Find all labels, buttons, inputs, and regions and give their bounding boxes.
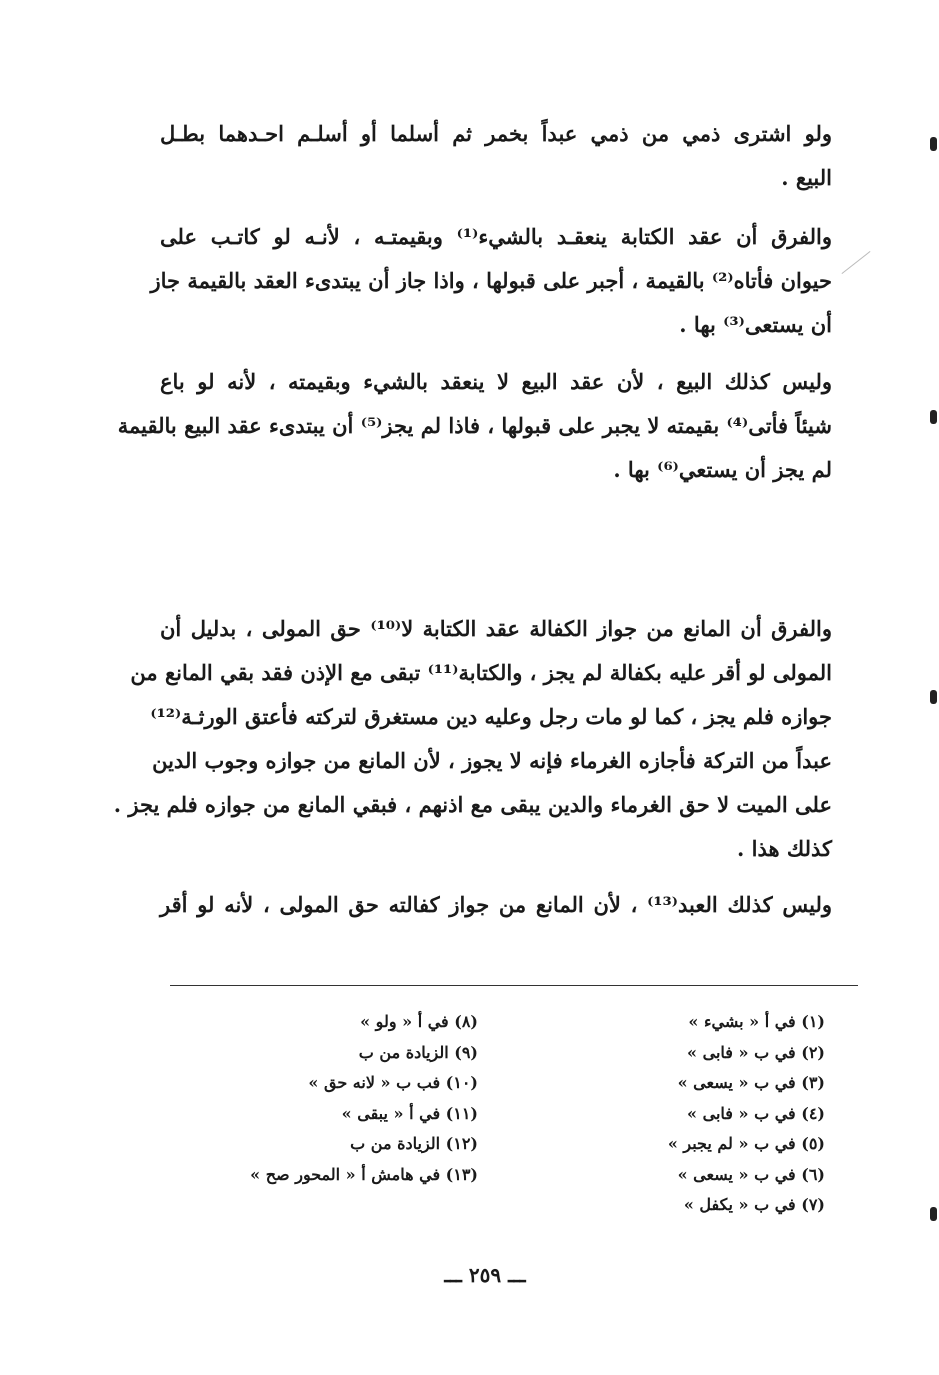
text-line: وليس كذلك العبد⁽¹³⁾ ، لأن المانع من جواز كفالته حق المولى ، لأنه لو أقر [160,892,832,917]
text-line: حيوان فأتاه⁽²⁾ بالقيمة ، أجبر على قبولها ، واذا جاز أن يبتدىء العقد بالقيمة جاز [150,268,832,293]
footnote: (١١) في أ « يبقى » [341,1103,478,1123]
rule-line [230,550,780,594]
footnote: (٧) في ب « يكفل » [683,1195,825,1214]
text-line: المولى لو أقر عليه بكفالة لم يجز ، والكتابة⁽¹¹⁾ تبقى مع الإذن فقد بقي المانع من [130,660,832,685]
text-line: شيئاً فأتى⁽⁴⁾ بقيمته لا يجبر على قبولها ، فاذا لم يجز⁽⁵⁾ أن يبتدىء عقد البيع بالقيمة [117,413,832,438]
paragraph-5 [160,883,832,927]
text-line: والفرق أن عقد الكتابة ينعقـد بالشيء⁽¹⁾ وبقيمتـه ، لأنـه لو كاتـب على [160,224,832,249]
footnote-separator [170,985,858,986]
text-line: وليس كذلك البيع ، لأن عقد البيع لا ينعقد بالشيء وبقيمته ، لأنه لو باع [160,369,832,394]
text-line: والفرق أن المانع من جواز الكفالة عقد الكتابة لا⁽¹⁰⁾ حق المولى ، بدليل أن [160,616,832,641]
scan-artifact [842,251,871,274]
margin-mark [930,410,937,424]
paragraph-1 [160,112,832,200]
margin-mark [930,137,937,151]
paragraph-2 [150,215,832,347]
footnote: (٢) في ب « فابى » [687,1042,825,1062]
footnote: (١٣) في هامش أ « المحور صح » [250,1164,478,1184]
margin-mark [930,690,937,704]
margin-mark [930,1207,937,1221]
text-line: عبداً من التركة فأجازه الغرماء فإنه لا يجوز ، لأن المانع من جوازه وجوب الدين [152,748,832,773]
footnote: (٥) في ب « لم يجبر » [667,1134,825,1153]
text-line: ولو اشترى ذمي من ذمي عبداً بخمر ثم أسلما أو أسلـم احـدهما بطـل [160,121,832,146]
paragraph-3 [117,360,832,492]
text-line: البيع . [781,165,832,190]
text-line: على الميت لا حق الغرماء والدين يبقى مع اذنهم ، فبقي المانع من جوازه فلم يجز . [113,792,832,817]
footnote: (١٠) فب ب « لانه حق » [308,1073,478,1092]
text-line: كذلك هذا . [737,836,832,861]
page-number: ـــ ٢٥٩ ـــ [444,1263,526,1287]
footnote: (٤) في ب « فابى » [687,1103,825,1123]
paragraph-4 [113,607,832,871]
footnotes-right-column [560,1007,825,1221]
footnote: (١) في أ « بشيء » [688,1012,825,1031]
rule-line [230,506,780,550]
rule-290 [230,506,780,594]
footnote: (٩) الزيادة من ب [358,1042,478,1062]
text-line: أن يستعى⁽³⁾ بها . [679,312,832,337]
footnote: (٦) في ب « يسعى » [677,1164,825,1184]
footnote: (٣) في ب « يسعى » [677,1073,825,1092]
text-line: جوازه فلم يجز ، كما لو مات رجل وعليه دين مستغرق لتركته فأعتق الورثـة⁽¹²⁾ [150,704,832,729]
footnotes-left-column [200,1007,478,1190]
text-line: لم يجز أن يستعي⁽⁶⁾ بها . [613,457,832,482]
footnote: (٨) في أ « ولو » [360,1012,478,1031]
footnote: (١٢) الزيادة من ب [350,1134,478,1153]
